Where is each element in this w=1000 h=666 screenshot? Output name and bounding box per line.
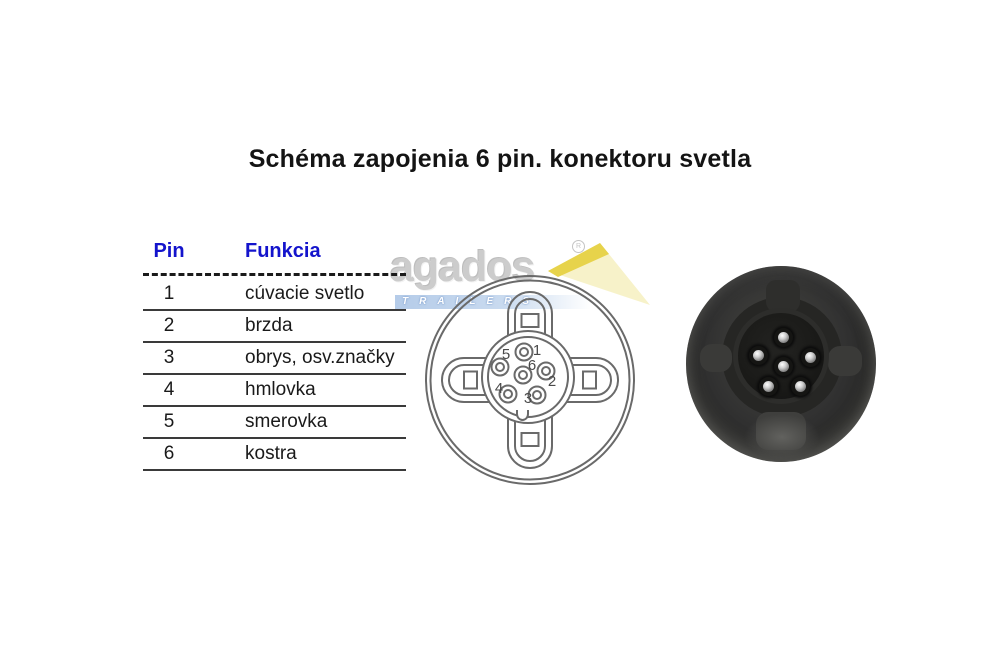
table-row <box>143 375 406 407</box>
photo-pin-left <box>753 350 764 361</box>
pin-function-table <box>143 240 406 471</box>
pin-number: 2 <box>163 315 175 336</box>
diagram-pin-label-6: 6 <box>527 357 537 374</box>
table-row <box>143 311 406 343</box>
header-pin: Pin <box>153 240 185 262</box>
photo-pin-center <box>778 361 789 372</box>
pin-function: brzda <box>245 315 293 336</box>
page-title: Schéma zapojenia 6 pin. konektoru svetla <box>248 145 752 173</box>
diagram-pin-label-3: 3 <box>523 390 533 407</box>
diagram-pin-label-1: 1 <box>532 342 542 359</box>
pin-function: kostra <box>245 443 297 464</box>
photo-pin-top <box>778 332 789 343</box>
header-funkcia: Funkcia <box>245 240 321 262</box>
pin-number: 5 <box>163 411 175 432</box>
table-row <box>143 343 406 375</box>
diagram-pin-label-2: 2 <box>547 373 557 390</box>
pin-function: cúvacie svetlo <box>245 283 365 304</box>
pin-function: hmlovka <box>245 379 316 400</box>
table-row <box>143 407 406 439</box>
table-row <box>143 279 406 311</box>
photo-pin-bottom-right <box>795 381 806 392</box>
table-header-row <box>143 240 406 273</box>
pin-function: obrys, osv.značky <box>245 347 395 368</box>
diagram-pin-label-5: 5 <box>501 346 511 363</box>
photo-pin-bottom-left <box>763 381 774 392</box>
photo-ear-left <box>700 344 732 372</box>
watermark-brand-text: agados <box>390 243 535 291</box>
watermark-trailers-banner: TRAILERS <box>395 295 591 309</box>
table-row <box>143 439 406 471</box>
registered-trademark-icon: R <box>572 240 585 253</box>
pin-number: 3 <box>163 347 175 368</box>
connector-wiring-diagram <box>415 265 645 495</box>
pin-number: 1 <box>163 283 175 304</box>
connector-photo <box>686 266 876 462</box>
pin-number: 6 <box>163 443 175 464</box>
photo-ear-right <box>828 346 862 376</box>
photo-pin-right <box>805 352 816 363</box>
pin-number: 4 <box>163 379 175 400</box>
diagram-pin-label-4: 4 <box>494 380 504 397</box>
photo-bottom-highlight <box>744 414 820 460</box>
pin-function: smerovka <box>245 411 328 432</box>
